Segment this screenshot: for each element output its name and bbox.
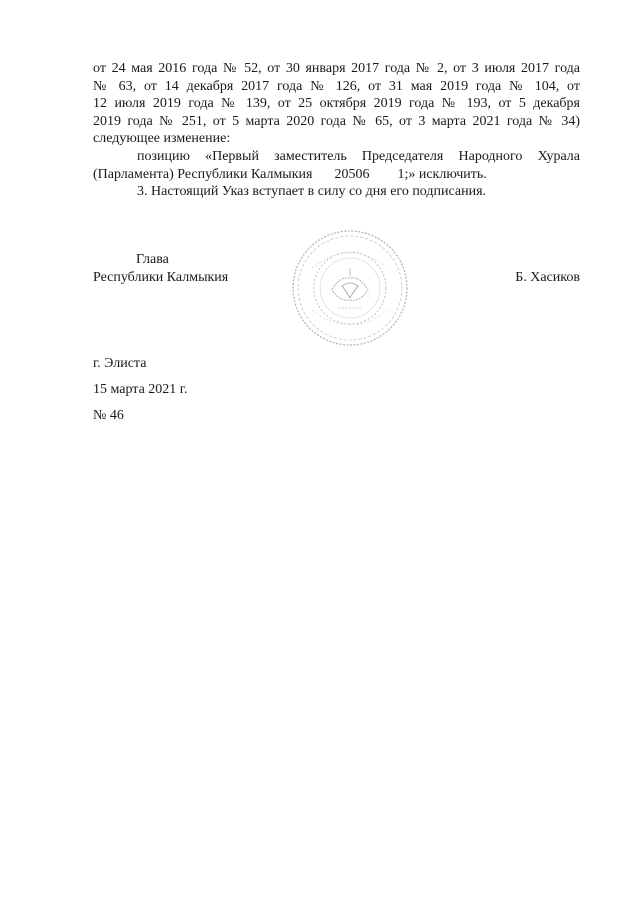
- signature-block: [93, 252, 580, 292]
- decree-text: [93, 60, 580, 201]
- position-text-part: 1;» исключить.: [397, 166, 487, 182]
- position-code: 20506: [334, 166, 370, 182]
- signatory-name: Б. Хасиков: [515, 270, 580, 285]
- signatory-title-republic: Республики Калмыкия: [93, 270, 229, 285]
- place-of-signing: г. Элиста: [93, 356, 147, 371]
- text-line: № 63, от 14 декабря 2017 года № 126, от 31 мая 2019 года № 104, от: [93, 78, 580, 94]
- position-text-line-2: [93, 166, 580, 184]
- clause-3: 3. Настоящий Указ вступает в силу со дня его подписания.: [137, 184, 487, 200]
- text-line: 2019 года № 251, от 5 марта 2020 года № 65, от 3 марта 2021 года № 34): [93, 113, 580, 129]
- position-text-part: (Парламента) Республики Калмыкия: [93, 166, 313, 182]
- signatory-title: Глава: [136, 252, 169, 267]
- text-line: следующее изменение:: [93, 131, 231, 147]
- text-line: 12 июля 2019 года № 139, от 25 октября 2019 года № 193, от 5 декабря: [93, 96, 580, 112]
- position-text-line: позицию «Первый заместитель Председателя Народного Хурала: [137, 148, 580, 164]
- text-line: от 24 мая 2016 года № 52, от 30 января 2017 года № 2, от 3 июля 2017 года: [93, 61, 580, 76]
- signing-date: 15 марта 2021 г.: [93, 382, 188, 397]
- decree-number: № 46: [93, 408, 124, 423]
